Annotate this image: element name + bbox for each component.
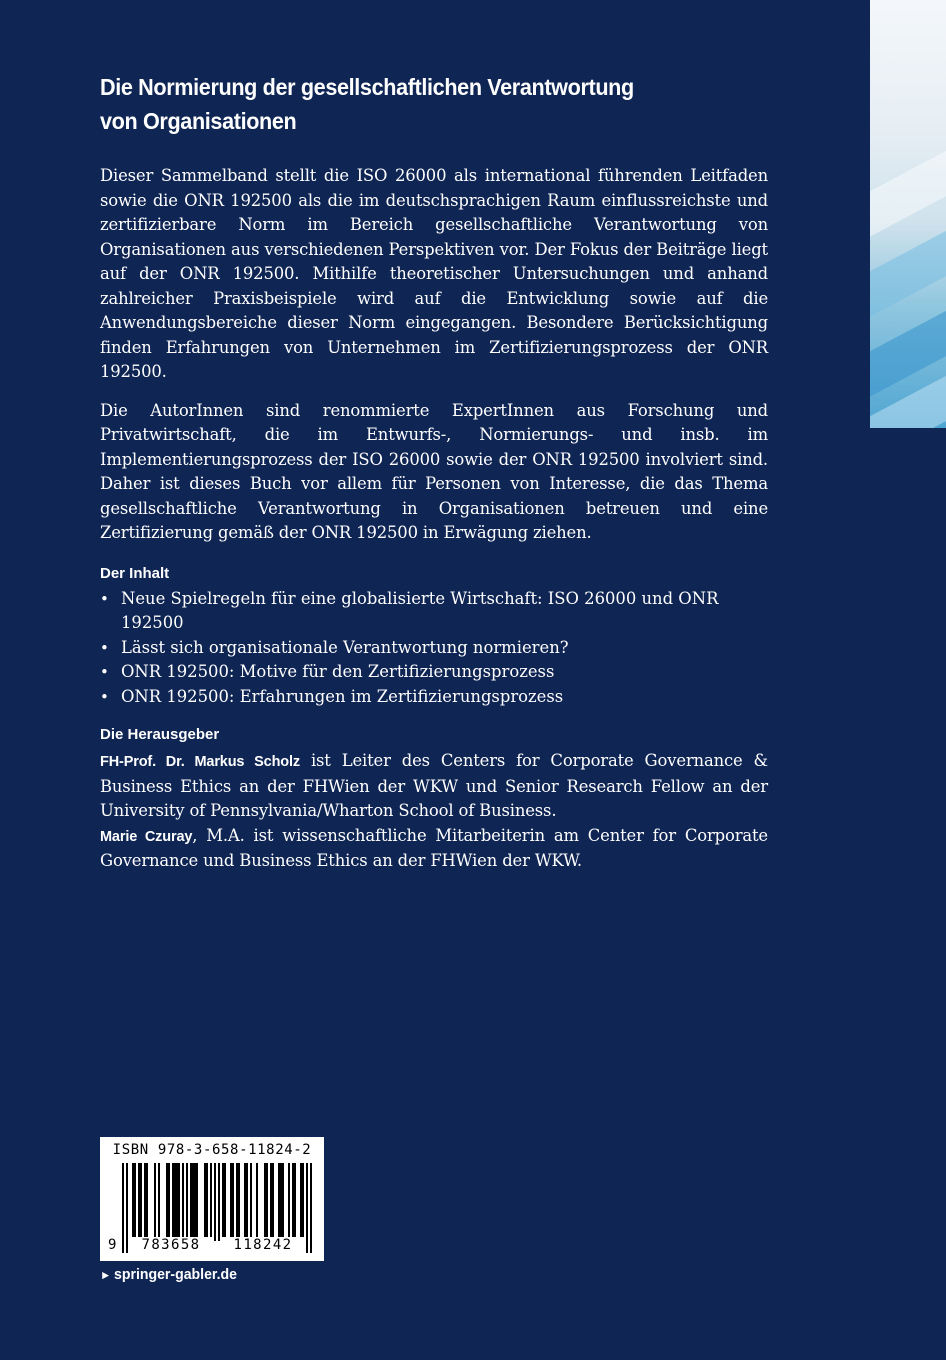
barcode-bar	[232, 1163, 234, 1241]
barcode-bar	[214, 1163, 216, 1241]
bullet-icon: •	[100, 687, 109, 706]
list-item-text: ONR 192500: Motive für den Zertifizierungsprozess	[121, 662, 555, 681]
barcode-bar	[288, 1163, 290, 1241]
editor-bio-text: ist Leiter des Centers for Corporate Governance & Business Ethics an der FHWien der WKW und Senior Research Fellow an der University of Pennsylvania/Wharton School of Business.	[100, 751, 768, 820]
website-url: springer-gabler.de	[113, 1266, 238, 1283]
editor-bio-text: , M.A. ist wissenschaftliche Mitarbeiterin am Center for Corporate Governance und Business Ethics an der FHWien der WKW.	[100, 825, 768, 870]
bullet-icon: •	[100, 638, 109, 657]
barcode-bar	[134, 1163, 136, 1241]
image-facet	[870, 222, 946, 318]
book-title-line1: Die Normierung der gesellschaftlichen Verantwortung	[100, 74, 634, 100]
barcode-bar	[182, 1163, 184, 1241]
bullet-icon: •	[100, 663, 109, 681]
list-item-text: Lässt sich organisationale Verantwortung normieren?	[121, 637, 569, 657]
barcode-bar	[246, 1163, 248, 1241]
list-item-text: Neue Spielregeln für eine globalisierte Wirtschaft: ISO 26000 und ONR 192500	[121, 588, 719, 632]
barcode-bar	[256, 1163, 258, 1241]
list-item	[100, 636, 768, 661]
list-item	[100, 685, 768, 710]
barcode-bar	[168, 1163, 170, 1241]
publisher-website	[100, 1266, 237, 1283]
barcode-bar	[146, 1163, 148, 1241]
barcode-bar	[158, 1163, 160, 1241]
book-title	[100, 70, 715, 138]
isbn-label: ISBN 978-3-658-11824-2	[112, 1142, 312, 1158]
barcode-bar	[302, 1163, 304, 1241]
barcode-bar	[224, 1163, 226, 1241]
barcode-bar	[266, 1163, 268, 1241]
contents-list	[100, 587, 768, 710]
barcode-bar	[154, 1163, 156, 1241]
editor-name: FH-Prof. Dr. Markus Scholz	[100, 754, 300, 770]
barcode-bar	[186, 1163, 188, 1241]
isbn-barcode	[100, 1137, 324, 1261]
barcode-bar	[238, 1163, 240, 1241]
back-cover-text	[100, 70, 768, 874]
barcode-bar	[140, 1163, 142, 1241]
barcode-bar	[306, 1163, 308, 1253]
cover-image-strip	[870, 0, 946, 428]
barcode-bar	[206, 1163, 208, 1241]
barcode-bar	[218, 1163, 220, 1241]
barcode-bar	[178, 1163, 180, 1241]
list-item	[100, 587, 768, 636]
bullet-icon: •	[100, 589, 109, 608]
contents-heading: Der Inhalt	[100, 564, 170, 582]
ean-first-digit: 9	[108, 1237, 117, 1253]
barcode-bar	[122, 1163, 124, 1253]
ean-left-digits: 783658	[128, 1237, 214, 1253]
barcode-bar	[196, 1163, 198, 1241]
description-paragraph-1: Dieser Sammelband stellt die ISO 26000 als international führenden Leitfaden sowie die ONR 192500 als die im deutschsprachigen Raum einflussreichste und zertifizierbare Norm im Bereich gesellschaftliche Verantwortung von Organisationen aus verschiedenen Perspektiven vor. Der Fokus der Beiträge liegt auf der ONR 192500. Mithilfe theoretischer Untersuchungen und anhand zahlreicher Praxisbeispiele wird auf die Entwicklung sowie auf die Anwendungsbereiche dieser Norm eingegangen. Besondere Berücksichtigung finden Erfahrungen von Unternehmen im Zertifizierungsprozess der ONR 192500.	[100, 166, 768, 381]
ean-right-digits: 118242	[220, 1237, 306, 1253]
editor-bio-2	[100, 824, 768, 874]
barcode-bar	[294, 1163, 296, 1241]
barcode-bar	[282, 1163, 284, 1241]
editors-heading: Die Herausgeber	[100, 726, 220, 743]
barcode-bar	[310, 1163, 312, 1253]
image-facet	[870, 142, 946, 238]
list-item-text: ONR 192500: Erfahrungen im Zertifizierungsprozess	[121, 686, 564, 706]
list-item	[100, 660, 768, 685]
editor-name: Marie Czuray	[100, 828, 193, 845]
arrow-icon: ►	[100, 1268, 112, 1282]
description-paragraph-2: Die AutorInnen sind renommierte ExpertInnen aus Forschung und Privatwirtschaft, die im Entwurfs-, Normierungs- und insb. im Implementierungsprozess der ISO 26000 sowie der ONR 192500 involviert sind. Daher ist dieses Buch vor allem für Personen von Interesse, die das Thema gesellschaftliche Verantwortung in Organisationen betreuen und eine Zertifizierung gemäß der ONR 192500 in Erwägung ziehen.	[100, 400, 768, 542]
barcode-bar	[210, 1163, 212, 1241]
barcode-bar	[272, 1163, 274, 1241]
editor-bio-1	[100, 749, 768, 824]
book-title-line2: von Organisationen	[100, 108, 297, 134]
barcode-bar	[250, 1163, 252, 1241]
